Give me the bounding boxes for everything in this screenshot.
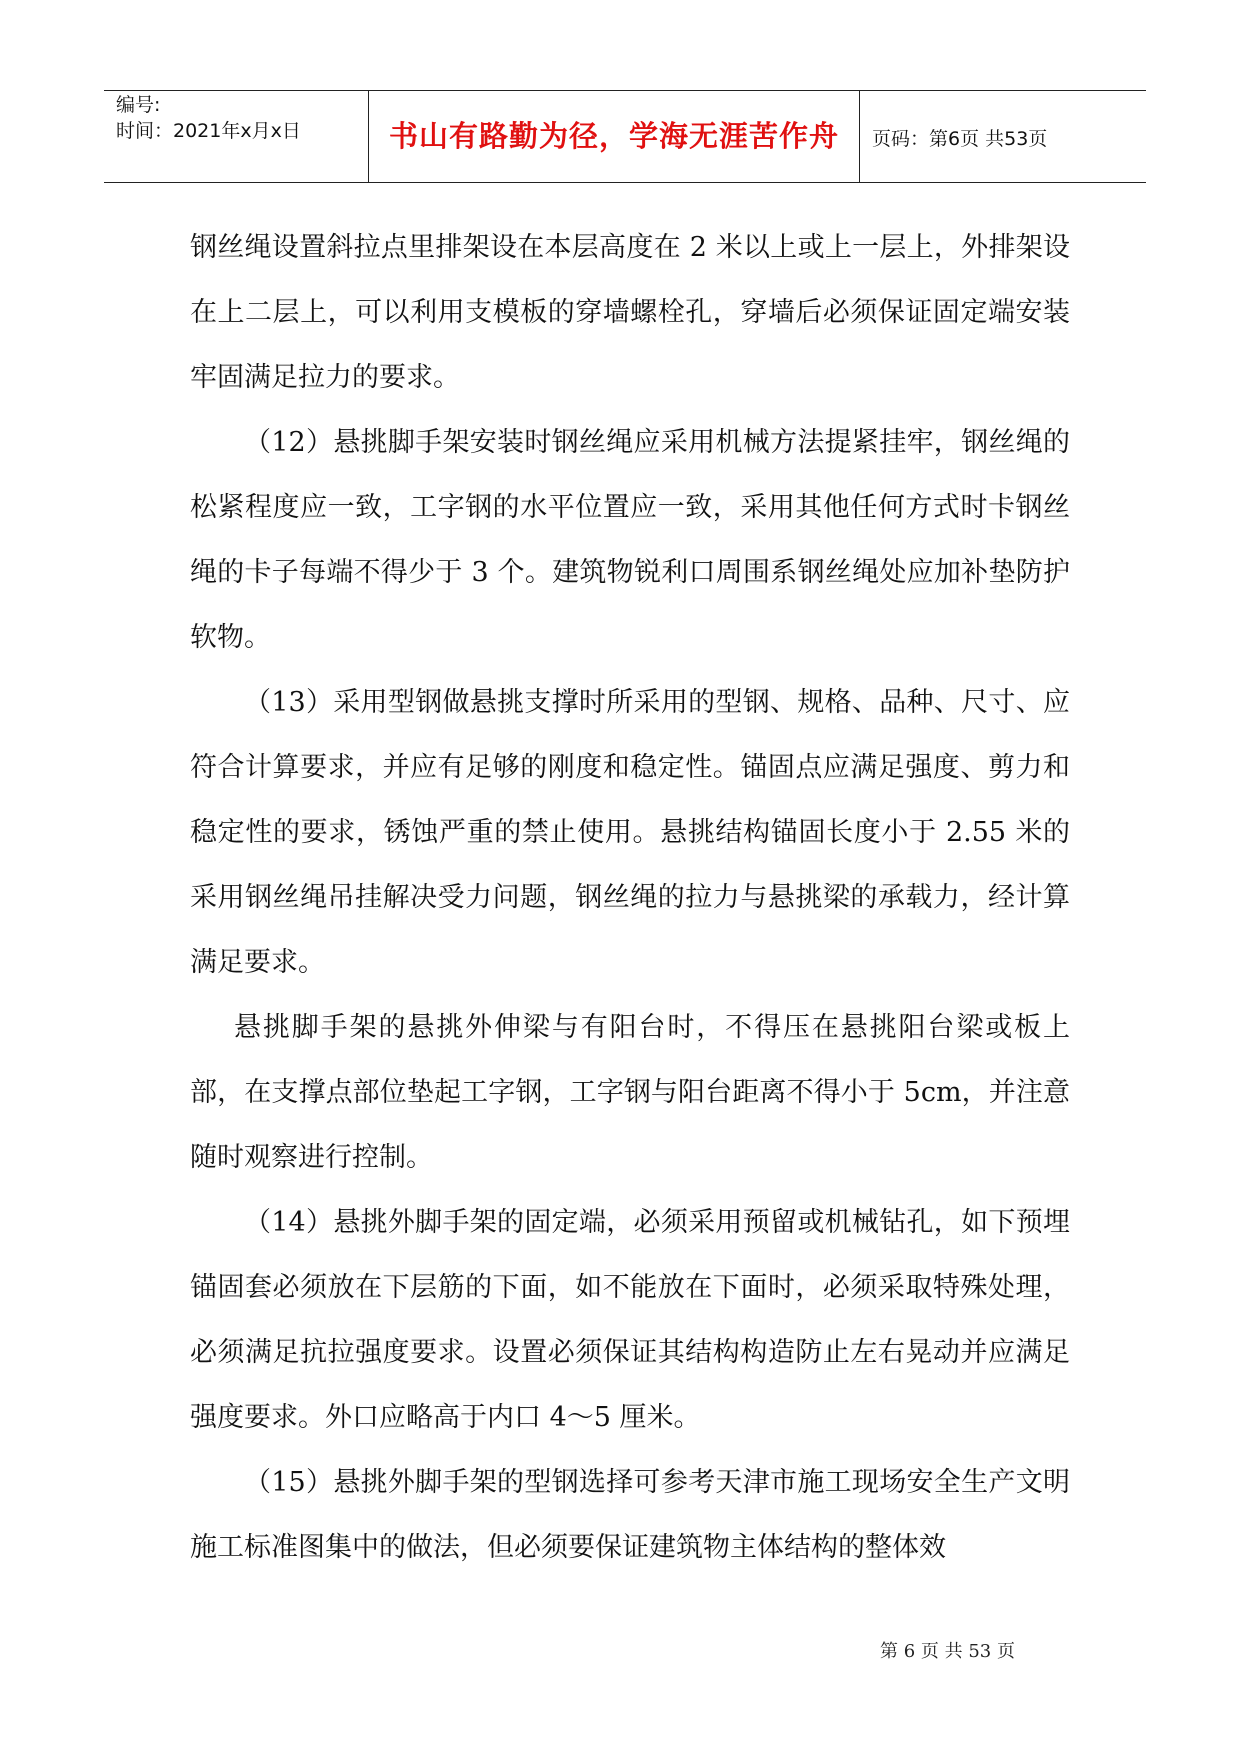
document-body <box>190 215 1070 1580</box>
paragraph-4: 悬挑脚手架的悬挑外伸梁与有阳台时，不得压在悬挑阳台梁或板上部，在支撑点部位垫起工字钢，工字钢与阳台距离不得小于 5cm，并注意随时观察进行控制。 <box>190 1012 1070 1173</box>
paragraph-5: （14）悬挑外脚手架的固定端，必须采用预留或机械钻孔，如下预埋锚固套必须放在下层筋的下面，如不能放在下面时，必须采取特殊处理，必须满足抗拉强度要求。设置必须保证其结构构造防止左右晃动并应满足强度要求。外口应略高于内口 4～5 厘米。 <box>190 1207 1070 1433</box>
header-top-rule <box>104 90 1146 91</box>
paragraph-1: 钢丝绳设置斜拉点里排架设在本层高度在 2 米以上或上一层上，外排架设在上二层上，可以利用支模板的穿墙螺栓孔，穿墙后必须保证固定端安装牢固满足拉力的要求。 <box>190 232 1070 393</box>
document-time-label: 时间：2021年x月x日 <box>116 120 301 142</box>
paragraph-6: （15）悬挑外脚手架的型钢选择可参考天津市施工现场安全生产文明施工标准图集中的做法，但必须要保证建筑物主体结构的整体效 <box>190 1467 1070 1563</box>
footer-page-number: 第 6 页 共 53 页 <box>880 1641 1015 1662</box>
header-page-label: 页码：第6页 共53页 <box>872 128 1048 150</box>
header-meta <box>116 92 366 144</box>
header-bottom-rule <box>104 182 1146 183</box>
paragraph-3: （13）采用型钢做悬挑支撑时所采用的型钢、规格、品种、尺寸、应符合计算要求，并应有足够的刚度和稳定性。锚固点应满足强度、剪力和稳定性的要求，锈蚀严重的禁止使用。悬挑结构锚固长度小于 2.55 米的采用钢丝绳吊挂解决受力问题，钢丝绳的拉力与悬挑梁的承载力，经计算满足要求。 <box>190 687 1070 978</box>
document-number-label: 编号: <box>116 94 161 116</box>
header-divider-left <box>368 90 369 182</box>
header-divider-right <box>859 90 860 182</box>
header-motto: 书山有路勤为径，学海无涯苦作舟 <box>388 119 839 153</box>
paragraph-2: （12）悬挑脚手架安装时钢丝绳应采用机械方法提紧挂牢，钢丝绳的松紧程度应一致，工字钢的水平位置应一致，采用其他任何方式时卡钢丝绳的卡子每端不得少于 3 个。建筑物锐利口周围系钢丝绳处应加补垫防护软物。 <box>190 427 1070 653</box>
